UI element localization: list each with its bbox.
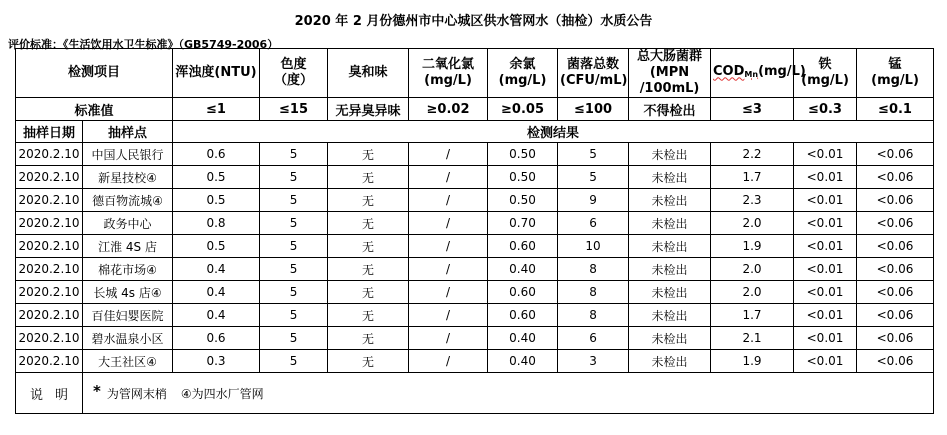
subheader-row: [16, 121, 934, 143]
cell-date: 2020.2.10: [16, 235, 83, 258]
cell-location: 碧水温泉小区: [83, 327, 173, 350]
table-row: [16, 143, 934, 166]
cell-date: 2020.2.10: [16, 258, 83, 281]
cell-bacteria: 8: [558, 258, 629, 281]
note-text: [83, 373, 934, 414]
cell-bacteria: 9: [558, 189, 629, 212]
cell-iron: <0.01: [794, 166, 857, 189]
cell-cod: 2.1: [711, 327, 794, 350]
cell-date: 2020.2.10: [16, 304, 83, 327]
cell-color: 5: [260, 189, 328, 212]
cell-turbidity: 0.5: [173, 189, 260, 212]
cell-odor: 无: [328, 166, 409, 189]
cell-turbidity: 0.4: [173, 258, 260, 281]
table-row: [16, 281, 934, 304]
cell-date: 2020.2.10: [16, 166, 83, 189]
cell-clo2: /: [409, 327, 488, 350]
cell-bacteria: 8: [558, 281, 629, 304]
cell-location: 中国人民银行: [83, 143, 173, 166]
cell-chlorine: 0.50: [488, 143, 558, 166]
cell-manganese: <0.06: [857, 327, 934, 350]
std-chlorine: ≥0.05: [488, 98, 558, 121]
cell-turbidity: 0.6: [173, 327, 260, 350]
cell-chlorine: 0.40: [488, 258, 558, 281]
cell-chlorine: 0.50: [488, 166, 558, 189]
cell-clo2: /: [409, 189, 488, 212]
asterisk-mark: *: [93, 382, 101, 400]
std-cod: ≤3: [711, 98, 794, 121]
cell-color: 5: [260, 235, 328, 258]
cell-color: 5: [260, 350, 328, 373]
std-manganese: ≤0.1: [857, 98, 934, 121]
cell-iron: <0.01: [794, 350, 857, 373]
cell-clo2: /: [409, 258, 488, 281]
header-coliform: 总大肠菌群 (MPN /100mL): [629, 49, 711, 98]
cell-date: 2020.2.10: [16, 143, 83, 166]
cell-clo2: /: [409, 143, 488, 166]
cell-iron: <0.01: [794, 304, 857, 327]
cell-coliform: 未检出: [629, 212, 711, 235]
header-bacteria: 菌落总数 (CFU/mL): [558, 49, 629, 98]
cell-turbidity: 0.4: [173, 304, 260, 327]
cell-color: 5: [260, 212, 328, 235]
cell-bacteria: 6: [558, 327, 629, 350]
cell-iron: <0.01: [794, 143, 857, 166]
cell-bacteria: 6: [558, 212, 629, 235]
cell-chlorine: 0.40: [488, 350, 558, 373]
cell-odor: 无: [328, 258, 409, 281]
water-quality-table: [15, 48, 934, 414]
subheader-date: 抽样日期: [16, 121, 83, 143]
evaluation-standard: 评价标准：《生活饮用水卫生标准》（GB5749-2006）: [8, 38, 279, 51]
std-clo2: ≥0.02: [409, 98, 488, 121]
cell-turbidity: 0.6: [173, 143, 260, 166]
table-row: [16, 189, 934, 212]
cell-clo2: /: [409, 212, 488, 235]
cell-coliform: 未检出: [629, 281, 711, 304]
header-manganese: 锰 (mg/L): [857, 49, 934, 98]
cell-manganese: <0.06: [857, 281, 934, 304]
cell-bacteria: 3: [558, 350, 629, 373]
header-chlorine: 余氯 (mg/L): [488, 49, 558, 98]
cell-chlorine: 0.60: [488, 281, 558, 304]
cell-clo2: /: [409, 235, 488, 258]
cell-bacteria: 5: [558, 143, 629, 166]
cell-coliform: 未检出: [629, 304, 711, 327]
table-row: [16, 212, 934, 235]
cell-chlorine: 0.40: [488, 327, 558, 350]
cell-location: 德百物流城④: [83, 189, 173, 212]
cell-cod: 2.3: [711, 189, 794, 212]
standard-label: 标准值: [16, 98, 173, 121]
cell-cod: 2.0: [711, 281, 794, 304]
cell-bacteria: 8: [558, 304, 629, 327]
cell-manganese: <0.06: [857, 350, 934, 373]
cell-date: 2020.2.10: [16, 281, 83, 304]
page-title: 2020 年 2 月份德州市中心城区供水管网水（抽检）水质公告: [294, 14, 653, 29]
cell-manganese: <0.06: [857, 235, 934, 258]
cell-odor: 无: [328, 143, 409, 166]
header-clo2: 二氧化氯 (mg/L): [409, 49, 488, 98]
cell-odor: 无: [328, 327, 409, 350]
subheader-location: 抽样点: [83, 121, 173, 143]
cell-manganese: <0.06: [857, 258, 934, 281]
header-row: [16, 49, 934, 98]
cell-color: 5: [260, 304, 328, 327]
cell-odor: 无: [328, 235, 409, 258]
cell-bacteria: 5: [558, 166, 629, 189]
cell-date: 2020.2.10: [16, 189, 83, 212]
cell-odor: 无: [328, 189, 409, 212]
note-plant4: ④为四水厂管网: [180, 387, 264, 401]
cell-cod: 2.2: [711, 143, 794, 166]
header-color: 色度 （度）: [260, 49, 328, 98]
cell-clo2: /: [409, 304, 488, 327]
cell-coliform: 未检出: [629, 143, 711, 166]
table-row: [16, 350, 934, 373]
cell-manganese: <0.06: [857, 166, 934, 189]
cell-manganese: <0.06: [857, 304, 934, 327]
cell-date: 2020.2.10: [16, 350, 83, 373]
cell-location: 江淮 4S 店: [83, 235, 173, 258]
cell-color: 5: [260, 258, 328, 281]
cell-location: 长城 4s 店④: [83, 281, 173, 304]
header-cod: CODMn(mg/L): [711, 49, 794, 98]
cell-date: 2020.2.10: [16, 212, 83, 235]
cell-color: 5: [260, 281, 328, 304]
cell-coliform: 未检出: [629, 189, 711, 212]
table-row: [16, 304, 934, 327]
cell-odor: 无: [328, 304, 409, 327]
cell-color: 5: [260, 327, 328, 350]
cell-turbidity: 0.5: [173, 166, 260, 189]
cell-cod: 1.9: [711, 350, 794, 373]
note-endpoint: 为管网末梢: [106, 387, 167, 401]
cell-odor: 无: [328, 212, 409, 235]
cell-turbidity: 0.4: [173, 281, 260, 304]
note-row: [16, 373, 934, 414]
cell-clo2: /: [409, 281, 488, 304]
header-odor: 臭和味: [328, 49, 409, 98]
cell-turbidity: 0.8: [173, 212, 260, 235]
cell-iron: <0.01: [794, 281, 857, 304]
cell-clo2: /: [409, 166, 488, 189]
cell-cod: 1.9: [711, 235, 794, 258]
cell-date: 2020.2.10: [16, 327, 83, 350]
cell-manganese: <0.06: [857, 189, 934, 212]
cell-color: 5: [260, 166, 328, 189]
cell-turbidity: 0.5: [173, 235, 260, 258]
standard-row: [16, 98, 934, 121]
cell-turbidity: 0.3: [173, 350, 260, 373]
note-label: 说明: [16, 373, 83, 414]
cell-coliform: 未检出: [629, 350, 711, 373]
cell-coliform: 未检出: [629, 235, 711, 258]
cell-clo2: /: [409, 350, 488, 373]
cell-location: 新星技校④: [83, 166, 173, 189]
std-iron: ≤0.3: [794, 98, 857, 121]
cell-chlorine: 0.60: [488, 304, 558, 327]
std-bacteria: ≤100: [558, 98, 629, 121]
cell-coliform: 未检出: [629, 166, 711, 189]
cell-manganese: <0.06: [857, 143, 934, 166]
cell-location: 百佳妇婴医院: [83, 304, 173, 327]
cell-chlorine: 0.60: [488, 235, 558, 258]
std-odor: 无异臭异味: [328, 98, 409, 121]
cell-coliform: 未检出: [629, 327, 711, 350]
std-coliform: 不得检出: [629, 98, 711, 121]
cell-cod: 2.0: [711, 258, 794, 281]
cell-bacteria: 10: [558, 235, 629, 258]
cell-location: 政务中心: [83, 212, 173, 235]
header-turbidity: 浑浊度(NTU): [173, 49, 260, 98]
table-row: [16, 166, 934, 189]
std-turbidity: ≤1: [173, 98, 260, 121]
cell-cod: 1.7: [711, 166, 794, 189]
cell-iron: <0.01: [794, 235, 857, 258]
cell-iron: <0.01: [794, 212, 857, 235]
cell-chlorine: 0.50: [488, 189, 558, 212]
cell-location: 棉花市场④: [83, 258, 173, 281]
cell-odor: 无: [328, 350, 409, 373]
cell-coliform: 未检出: [629, 258, 711, 281]
cell-cod: 1.7: [711, 304, 794, 327]
cell-odor: 无: [328, 281, 409, 304]
cell-chlorine: 0.70: [488, 212, 558, 235]
table-row: [16, 258, 934, 281]
cell-location: 大王社区④: [83, 350, 173, 373]
cell-manganese: <0.06: [857, 212, 934, 235]
table-row: [16, 327, 934, 350]
header-item: 检测项目: [16, 49, 173, 98]
table-row: [16, 235, 934, 258]
cell-color: 5: [260, 143, 328, 166]
cell-iron: <0.01: [794, 258, 857, 281]
cell-iron: <0.01: [794, 189, 857, 212]
subheader-results: 检测结果: [173, 121, 934, 143]
cell-iron: <0.01: [794, 327, 857, 350]
std-color: ≤15: [260, 98, 328, 121]
header-iron: 铁 (mg/L): [794, 49, 857, 98]
cell-cod: 2.0: [711, 212, 794, 235]
